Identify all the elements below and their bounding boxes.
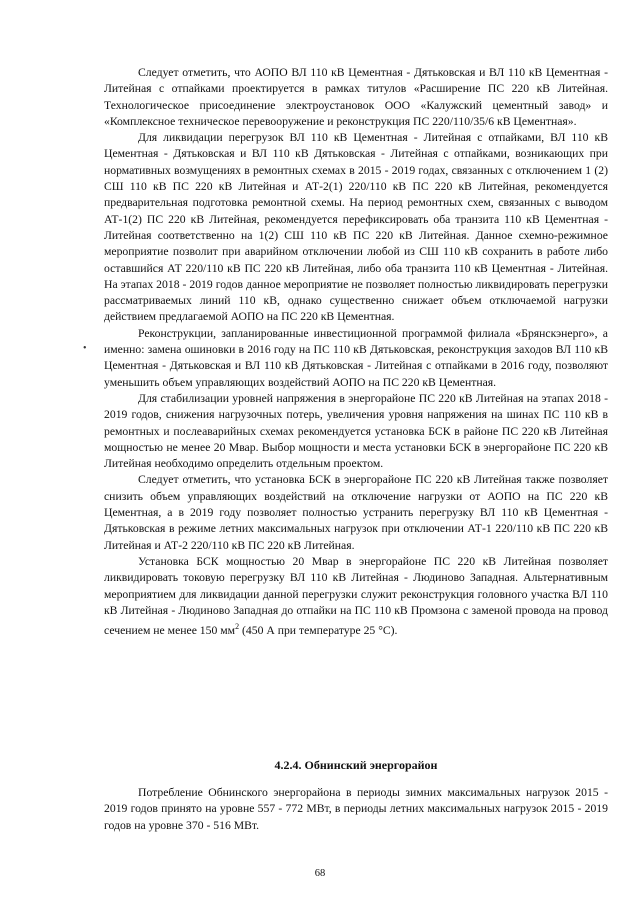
page-number: 68 — [314, 868, 326, 879]
superscript-two: 2 — [235, 622, 240, 632]
paragraph-bsk-note: Следует отметить, что установка БСК в энергорайоне ПС 220 кВ Литейная также позволяет снизить объем управляющих воздействий на отключение нагрузки от АОПО на ПС 220 кВ Цементная, а в 2019 году позволяет полностью устранить перегрузку ВЛ 110 кВ Цементная - Дятьковская в режиме летних максимальных нагрузок при отключении АТ-1 220/110 кВ ПС 220 кВ Литейная и АТ-2 220/110 кВ ПС 220 кВ Литейная. — [104, 473, 608, 552]
section-heading: 4.2.4. Обнинский энергорайон — [274, 758, 438, 772]
paragraph-consumption: Потребление Обнинского энергорайона в периоды зимних максимальных нагрузок 2015 - 2019 годов принято на уровне 557 - 772 МВт, в периоды летних максимальных нагрузок 2015 - 2019 годов на уровне 370 - 516 МВт. — [104, 786, 608, 832]
paragraph-bsk-installation-tail: (450 А при температуре 25 °С). — [239, 623, 398, 637]
paragraph-bsk-installation-text: Установка БСК мощностью 20 Мвар в энергорайоне ПС 220 кВ Литейная позволяет ликвидировать токовую перегрузку ВЛ 110 кВ Литейная - Людиново Западная. Альтернативным мероприятием для ликвидации данной перегрузки служит реконструкция головного участка ВЛ 110 кВ Литейная - Людиново Западная до отпайки на ПС 110 кВ Промзона с заменой провода на провод сечением не менее 150 мм — [104, 554, 608, 637]
margin-dot: • — [83, 343, 87, 354]
paragraph-overload-elimination: Для ликвидации перегрузок ВЛ 110 кВ Цементная - Литейная с отпайками, ВЛ 110 кВ Цементная - Дятьковская и ВЛ 110 кВ Дятьковская - Литейная с отпайками, возникающих при нормативных возмущениях в ремонтных схемах в 2015 - 2019 годах, связанных с отключением 1 (2) СШ 110 кВ ПС 220 кВ Литейная и АТ-2(1) 220/110 кВ ПС 220 кВ Литейная, рекомендуется предварительная подготовка ремонтной схемы. На период ремонтных схем, связанных с выводом АТ-1(2) ПС 220 кВ Литейная, рекомендуется перефиксировать оба транзита 110 кВ Цементная - Литейная соответственно на 1(2) СШ 110 кВ ПС 220 кВ Литейная. Данное схемно-режимное мероприятие позволит при аварийном отключении любой из СШ 110 кВ сохранить в работе либо оставшийся АТ 220/110 кВ ПС 220 кВ Литейная, либо оба транзита 110 кВ Цементная - Литейная. На этапах 2018 - 2019 годов данное мероприятие не позволяет полностью ликвидировать перегрузки рассматриваемых линий 110 кВ, однако существенно снижает объем отключаемой нагрузки действием предлагаемой АОПО на ПС 220 кВ Цементная. — [104, 131, 608, 324]
paragraph-bsk-installation — [104, 554, 608, 639]
paragraph-voltage-stabilization: Для стабилизации уровней напряжения в энергорайоне ПС 220 кВ Литейная на этапах 2018 - 2019 годов, снижения нагрузочных потерь, увеличения уровня напряжения на шинах ПС 110 кВ в ремонтных и послеаварийных схемах рекомендуется установка БСК в районе ПС 220 кВ Литейная мощностью не менее 20 Мвар. Выбор мощности и места установки БСК в энергорайоне ПС 220 кВ Литейная необходимо определить отдельным проектом. — [104, 391, 608, 471]
body-text — [104, 65, 608, 639]
body-text-after-heading — [104, 785, 608, 834]
paragraph-reconstruction: Реконструкции, запланированные инвестиционной программой филиала «Брянскэнерго», а именно: замена ошиновки в 2016 году на ПС 110 кВ Дятьковская, реконструкция заходов ВЛ 110 кВ Цементная - Дятьковская и ВЛ 110 кВ Дятьковская - Литейная с отпайками в 2016 году, позволяют уменьшить объем управляющих воздействий АОПО на ПС 220 кВ Цементная. — [104, 326, 608, 389]
paragraph-aopo-note: Следует отметить, что АОПО ВЛ 110 кВ Цементная - Дятьковская и ВЛ 110 кВ Цементная - Литейная с отпайками проектируется в рамках титулов «Расширение ПС 220 кВ Литейная. Технологическое присоединение электроустановок ООО «Калужский цементный завод» и «Комплексное техническое перевооружение и реконструкция ПС 220/110/35/6 кВ Цементная». — [104, 66, 608, 128]
